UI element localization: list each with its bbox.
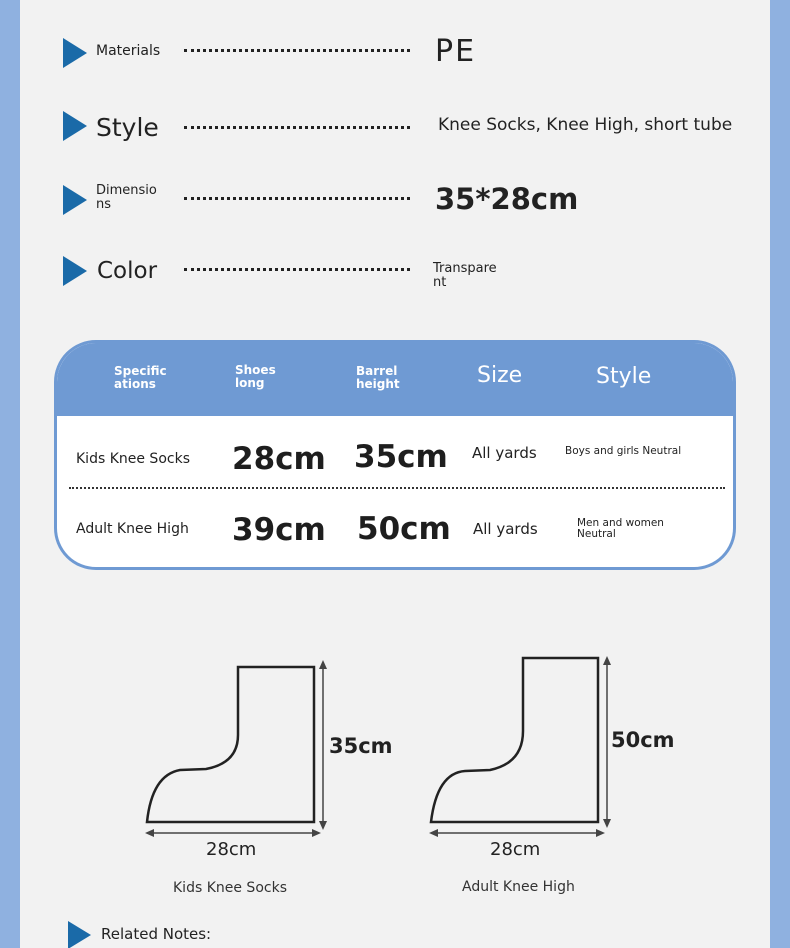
row-kids-name: Kids Knee Socks — [76, 451, 190, 467]
row-kids-size: All yards — [472, 444, 537, 462]
header-style: Style — [596, 364, 652, 389]
header-size: Size — [477, 363, 523, 388]
header-specifications: Specifications — [114, 364, 167, 391]
triangle-bullet-icon — [63, 185, 87, 215]
row-adult-size: All yards — [473, 520, 538, 538]
row-adult-style: Men and women Neutral — [577, 517, 664, 541]
adult-caption: Adult Knee High — [462, 879, 575, 895]
dotted-leader — [184, 126, 410, 129]
row-kids-style: Boys and girls Neutral — [565, 445, 682, 457]
spec-label: Color — [97, 258, 158, 284]
dotted-leader — [184, 49, 410, 52]
spec-row-style — [20, 101, 770, 151]
spec-row-materials — [20, 28, 770, 78]
row-kids-shoes-long: 28cm — [232, 441, 326, 477]
spec-label: Dimensions — [96, 183, 157, 212]
header-shoes-long: Shoes long — [235, 363, 276, 390]
product-spec-panel — [20, 0, 770, 948]
row-divider — [69, 487, 725, 489]
spec-label: Style — [96, 113, 159, 142]
triangle-bullet-icon — [63, 256, 87, 286]
spec-value: 35*28cm — [435, 182, 579, 216]
adult-width-label: 28cm — [490, 839, 541, 860]
spec-label: Materials — [96, 43, 161, 59]
spec-row-color — [20, 246, 770, 296]
sock-outline — [431, 658, 598, 822]
spec-value: Knee Socks, Knee High, short tube — [438, 115, 733, 135]
sock-outline — [147, 667, 314, 822]
table-header — [57, 343, 733, 416]
triangle-bullet-icon — [63, 38, 87, 68]
kids-width-label: 28cm — [206, 839, 257, 860]
row-adult-shoes-long: 39cm — [232, 512, 326, 548]
dotted-leader — [184, 197, 410, 200]
adult-sock-diagram — [424, 645, 604, 835]
kids-height-arrow — [317, 660, 329, 830]
kids-height-label: 35cm — [329, 734, 393, 758]
triangle-bullet-icon — [63, 111, 87, 141]
spec-value: PE — [435, 34, 477, 69]
spec-row-dimensions — [20, 175, 770, 225]
header-barrel-height: Barrel height — [356, 364, 400, 391]
kids-sock-diagram — [140, 655, 320, 845]
triangle-bullet-icon — [68, 921, 91, 948]
spec-value: Transparent — [433, 261, 497, 290]
row-kids-barrel-height: 35cm — [354, 439, 448, 475]
row-adult-barrel-height: 50cm — [357, 511, 451, 547]
size-table — [54, 340, 736, 570]
kids-caption: Kids Knee Socks — [173, 880, 287, 896]
adult-width-arrow — [429, 827, 605, 839]
related-notes-label: Related Notes: — [101, 925, 212, 943]
kids-width-arrow — [145, 827, 321, 839]
dotted-leader — [184, 268, 410, 271]
adult-height-label: 50cm — [611, 728, 675, 752]
row-adult-name: Adult Knee High — [76, 521, 189, 537]
